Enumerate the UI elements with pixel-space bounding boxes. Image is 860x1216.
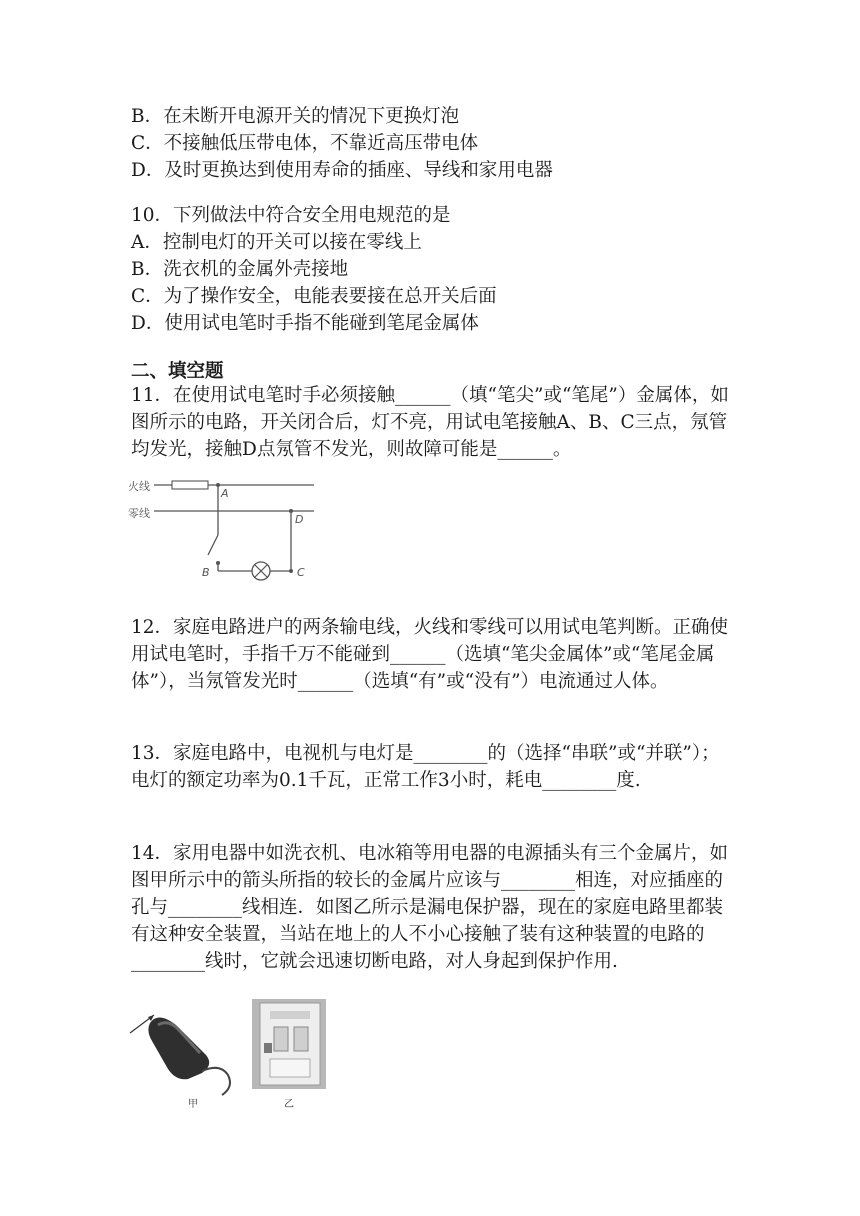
q9-option-c: C．不接触低压带电体，不靠近高压带电体 — [131, 133, 479, 154]
point-d-label: D — [295, 513, 304, 526]
circuit-diagram — [128, 475, 318, 585]
q10-option-d: D．使用试电笔时手指不能碰到笔尾金属体 — [131, 313, 479, 334]
cable-icon — [202, 1068, 230, 1095]
point-a-label: A — [221, 487, 229, 500]
q11-text: 11．在使用试电笔时手必须接触______（填“笔尖”或“笔尾”）金属体，如图所示的电路，开关闭合后，灯不亮，用试电笔接触A、B、C三点，氖管均发光，接触D点氖管不发光，则故障可能是______。 — [131, 385, 729, 460]
fig-label-jia: 甲 — [188, 1099, 198, 1110]
q10-stem: 10．下列做法中符合安全用电规范的是 — [131, 205, 451, 226]
switch-icon — [208, 535, 218, 555]
q14-text: 14．家用电器中如洗衣机、电冰箱等用电器的电源插头有三个金属片，如图甲所示中的箭头所指的较长的金属片应该与________相连，对应插座的孔与________线相连．如图乙所示是漏电保护器，现在的家庭电路里都装有这种安全装置，当站在地上的人不小心接触了装有这种装置的电路的________线时，它就会迅速切断电路，对人身起到保护作用. — [131, 843, 729, 972]
q10-option-c: C．为了操作安全，电能表要接在总开关后面 — [131, 286, 497, 307]
neutral-wire-label: 零线 — [128, 507, 150, 520]
point-c-label: C — [297, 566, 305, 579]
live-wire-label: 火线 — [128, 480, 150, 493]
q10-option-a: A．控制电灯的开关可以接在零线上 — [131, 232, 422, 253]
point-b-label: B — [202, 566, 210, 579]
q10-option-b: B．洗衣机的金属外壳接地 — [131, 259, 349, 280]
plug-figure — [128, 1003, 238, 1113]
q13-text: 13．家庭电路中，电视机与电灯是________的（选择“串联”或“并联”）；电灯的额定功率为0.1千瓦，正常工作3小时，耗电________度. — [131, 743, 720, 791]
q9-option-b: B．在未断开电源开关的情况下更换灯泡 — [131, 106, 460, 127]
fuse-icon — [172, 481, 208, 489]
section-title: 二、填空题 — [131, 361, 224, 382]
leakage-protector-figure — [250, 997, 330, 1113]
plug-icon — [148, 1017, 209, 1079]
fig-label-yi: 乙 — [284, 1099, 294, 1110]
q9-option-d: D．及时更换达到使用寿命的插座、导线和家用电器 — [131, 160, 553, 181]
q12-text: 12．家庭电路进户的两条输电线，火线和零线可以用试电笔判断。正确使用试电笔时，手指千万不能碰到______（选填“笔尖金属体”或“笔尾金属体”），当氖管发光时______（选填“有”或“没有”）电流通过人体。 — [131, 617, 729, 692]
